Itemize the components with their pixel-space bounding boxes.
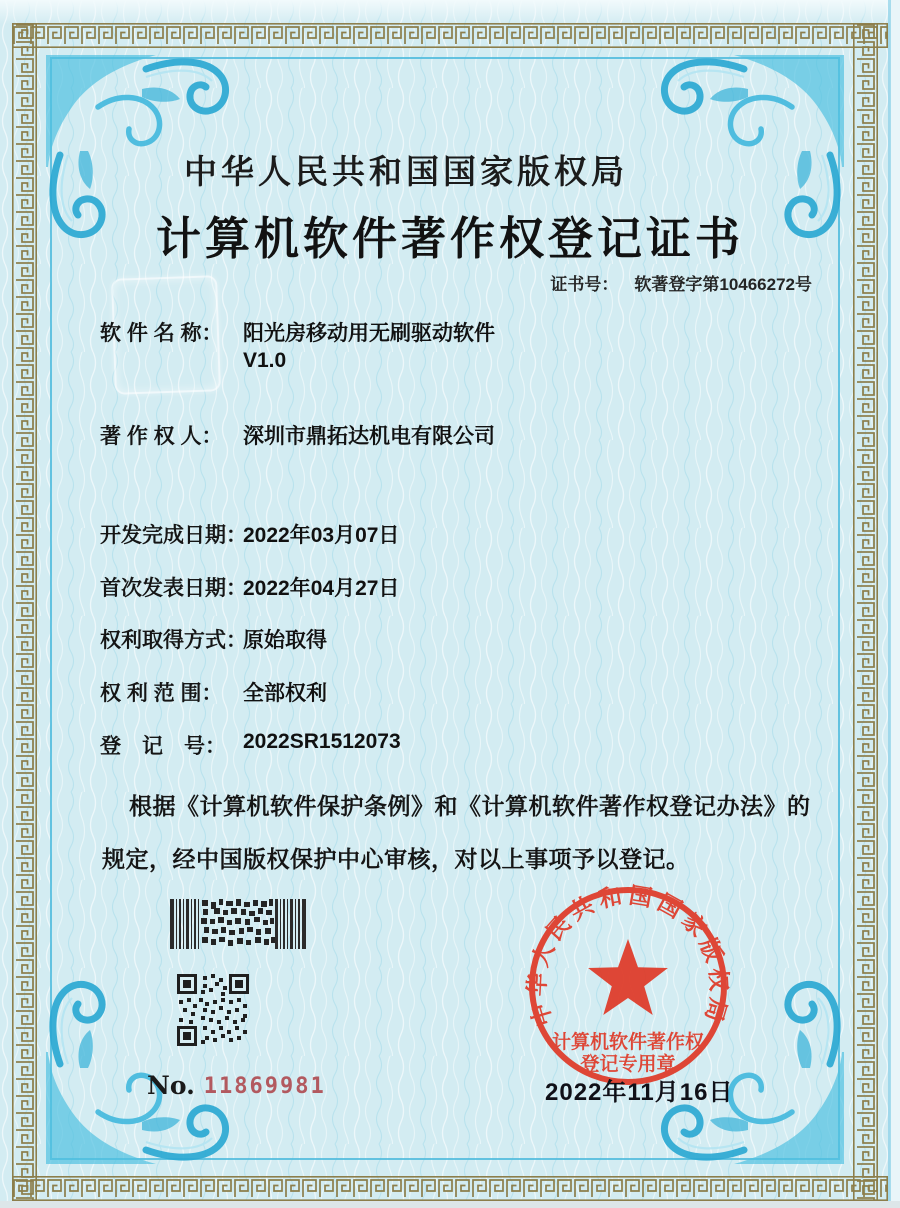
seal-bottom-line-1: 计算机软件著作权: [551, 1032, 705, 1053]
gold-meander-border-right: [853, 23, 878, 1201]
serial-number: 11869981: [203, 1074, 326, 1099]
field-label: 著 作 权 人：: [100, 425, 223, 448]
serial-label: No.: [147, 1071, 195, 1100]
issue-date: 2022年11月16日: [545, 1079, 734, 1106]
scan-top-fade: [0, 0, 900, 24]
field-label: 权利取得方式：: [100, 629, 247, 652]
field-label: 权 利 范 围：: [100, 682, 223, 705]
certificate-number-value: 软著登字第10466272号: [634, 275, 812, 294]
seal-arc-text: 中华人民共和国国家版权局: [523, 881, 733, 1030]
field-value: 2022年03月07日: [243, 524, 400, 547]
red-star-icon: [588, 939, 668, 1015]
field-value: 2022SR1512073: [243, 730, 401, 753]
certificate-number-label: 证书号：: [550, 275, 619, 294]
gold-meander-border-left: [12, 23, 37, 1201]
field-label: 软 件 名 称：: [100, 322, 223, 345]
seal-bottom-line-2: 登记专用章: [580, 1054, 676, 1075]
scan-right-edge-line: [888, 0, 891, 1208]
field-value-line2: V1.0: [243, 349, 287, 372]
certificate-title: 计算机软件著作权登记证书: [155, 213, 744, 264]
scan-bottom-edge: [0, 1201, 900, 1208]
qr-code: [177, 974, 249, 1046]
barcode: [170, 899, 306, 949]
field-label: 首次发表日期：: [100, 577, 247, 600]
statement-line-2: 规定，经中国版权保护中心审核，对以上事项予以登记。: [102, 846, 690, 872]
gold-meander-border-bottom: [12, 1176, 888, 1201]
field-label: 登 记 号：: [100, 735, 226, 758]
field-value: 阳光房移动用无刷驱动软件: [243, 322, 495, 345]
field-value: 原始取得: [243, 629, 327, 652]
authority-title: 中华人民共和国国家版权局: [184, 153, 628, 190]
field-value: 深圳市鼎拓达机电有限公司: [243, 425, 495, 448]
gold-meander-border-top: [12, 23, 888, 48]
certificate-number-line: [550, 270, 812, 295]
serial-number-line: [147, 1071, 326, 1100]
field-label: 开发完成日期：: [100, 524, 247, 547]
official-seal: [518, 876, 738, 1096]
field-value: 全部权利: [243, 682, 327, 705]
scan-right-edge: [890, 0, 900, 1208]
statement-line-1: 根据《计算机软件保护条例》和《计算机软件著作权登记办法》的: [129, 793, 811, 819]
field-value: 2022年04月27日: [243, 577, 400, 600]
